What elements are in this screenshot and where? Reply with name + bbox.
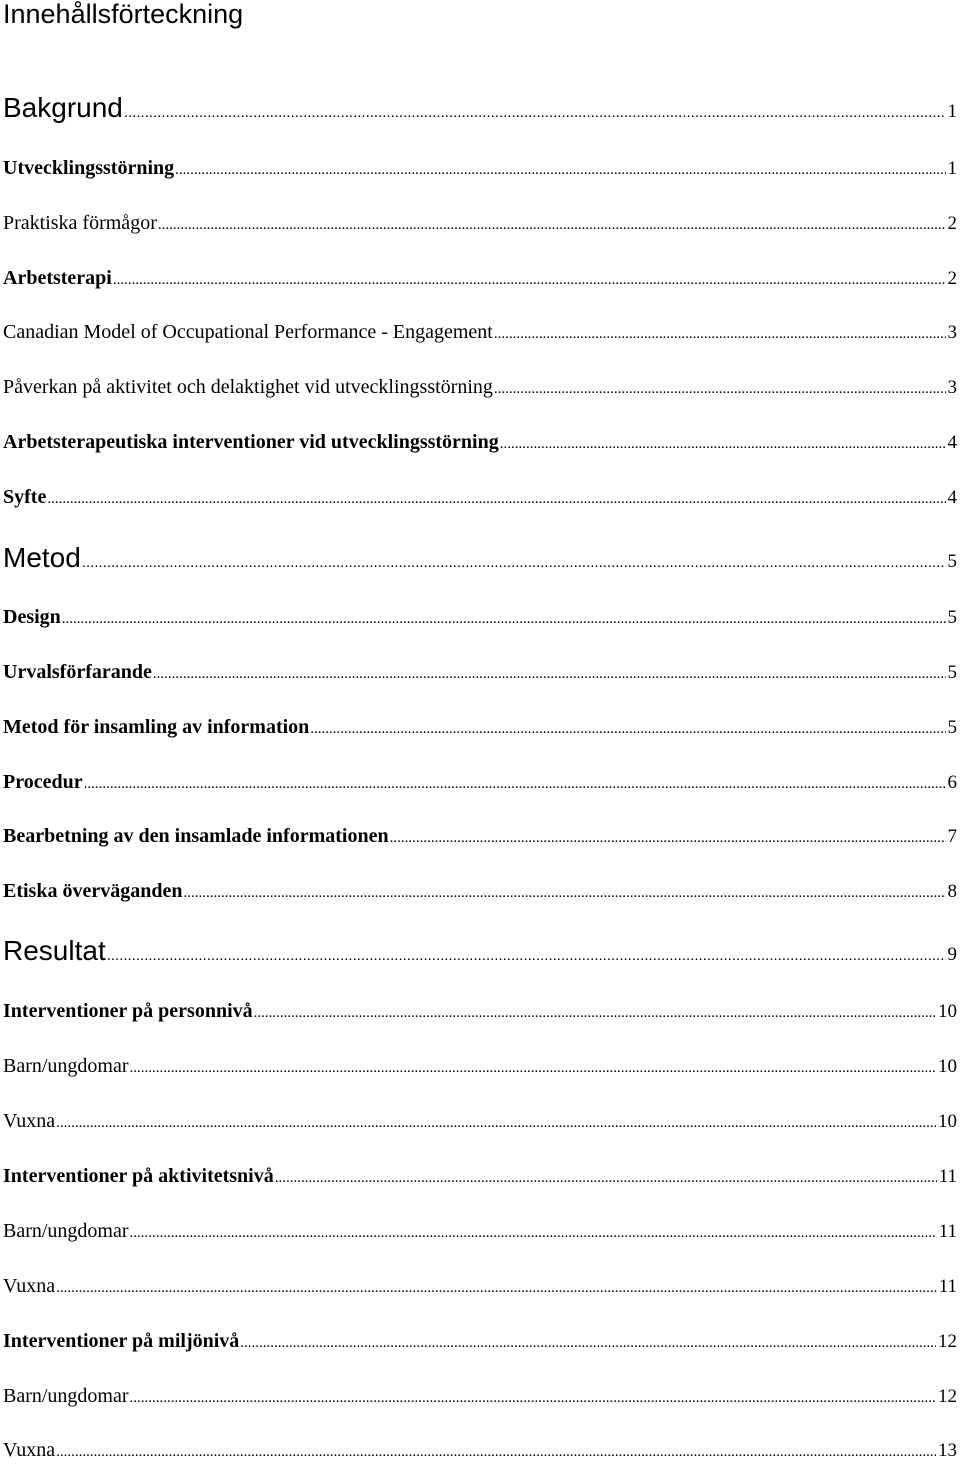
toc-entry-barn-ungdomar[interactable]: [3, 1385, 957, 1415]
toc-entry-page: 5: [947, 607, 957, 628]
toc-entry-label: Arbetsterapi: [3, 267, 112, 289]
toc-entry-metod-for-insamling[interactable]: [3, 716, 957, 746]
toc-entry-vuxna[interactable]: [3, 1110, 957, 1140]
toc-entry-page: 2: [947, 268, 957, 289]
toc-entry-bearbetning[interactable]: [3, 825, 957, 855]
toc-entry-page: 5: [947, 717, 957, 738]
dot-leader: [310, 721, 945, 738]
dot-leader: [124, 104, 946, 121]
toc-title: Innehållsförteckning: [3, 0, 244, 29]
toc-entry-design[interactable]: [3, 606, 957, 636]
toc-entry-vuxna[interactable]: [3, 1275, 957, 1305]
toc-entry-metod[interactable]: [3, 542, 957, 582]
toc-entry-page: 11: [938, 1221, 957, 1242]
toc-entry-arbetsterapeutiska-interventioner[interactable]: [3, 431, 957, 461]
dot-leader: [494, 326, 946, 343]
toc-entry-barn-ungdomar[interactable]: [3, 1055, 957, 1085]
toc-entry-label: Utvecklingsstörning: [3, 157, 175, 179]
dot-leader: [62, 611, 946, 628]
dot-leader: [183, 885, 945, 902]
toc-entry-label: Praktiska förmågor: [3, 212, 157, 234]
toc-entry-page: 3: [947, 377, 957, 398]
toc-entry-page: 10: [938, 1001, 957, 1022]
dot-leader: [130, 1225, 937, 1242]
toc-entry-page: 10: [938, 1111, 957, 1132]
toc-entry-procedur[interactable]: [3, 771, 957, 801]
toc-entry-label: Metod: [3, 542, 81, 573]
toc-entry-label: Design: [3, 606, 61, 628]
toc-entry-page: 4: [947, 432, 957, 453]
toc-entry-page: 11: [938, 1166, 957, 1187]
dot-leader: [254, 1005, 936, 1022]
toc-entry-interventioner-personniva[interactable]: [3, 1000, 957, 1030]
dot-leader: [130, 1060, 936, 1077]
toc-entry-label: Vuxna: [3, 1110, 56, 1132]
dot-leader: [113, 272, 946, 289]
toc-entry-label: Syfte: [3, 486, 47, 508]
toc-entry-label: Interventioner på miljönivå: [3, 1330, 240, 1352]
toc-entry-label: Påverkan på aktivitet och delaktighet vid utvecklingsstörning: [3, 376, 493, 398]
toc-entry-label: Vuxna: [3, 1275, 56, 1297]
toc-entry-resultat[interactable]: [3, 935, 957, 975]
toc-entry-label: Resultat: [3, 935, 106, 966]
toc-entry-page: 10: [938, 1056, 957, 1077]
toc-entry-urvalsforfarande[interactable]: [3, 661, 957, 691]
dot-leader: [175, 162, 945, 179]
toc-entry-page: 13: [938, 1440, 957, 1461]
toc-entry-page: 5: [947, 662, 957, 683]
toc-entry-page: 3: [947, 322, 957, 343]
dot-leader: [158, 217, 946, 234]
toc-entry-label: Bakgrund: [3, 92, 123, 123]
dot-leader: [390, 830, 946, 847]
toc-entry-paverkan[interactable]: [3, 376, 957, 406]
toc-entry-page: 8: [947, 881, 957, 902]
toc-entry-page: 4: [947, 487, 957, 508]
dot-leader: [240, 1335, 936, 1352]
toc-entry-label: Barn/ungdomar: [3, 1385, 129, 1407]
dot-leader: [82, 554, 946, 571]
toc-entry-page: 2: [947, 213, 957, 234]
toc-entry-label: Vuxna: [3, 1439, 56, 1461]
toc-entry-barn-ungdomar[interactable]: [3, 1220, 957, 1250]
toc-entry-label: Bearbetning av den insamlade informationen: [3, 825, 389, 847]
toc-entry-label: Barn/ungdomar: [3, 1220, 129, 1242]
toc-entry-page: 11: [938, 1276, 957, 1297]
toc-entry-praktiska-formagor[interactable]: [3, 212, 957, 242]
toc-entry-vuxna[interactable]: [3, 1439, 957, 1469]
dot-leader: [130, 1390, 936, 1407]
toc-entry-label: Interventioner på personnivå: [3, 1000, 253, 1022]
toc-entry-page: 1: [947, 101, 957, 122]
dot-leader: [107, 947, 946, 964]
dot-leader: [275, 1170, 937, 1187]
toc-entry-bakgrund[interactable]: [3, 92, 957, 132]
toc-entry-page: 5: [947, 551, 957, 572]
toc-entry-page: 12: [938, 1386, 957, 1407]
dot-leader: [56, 1280, 937, 1297]
dot-leader: [153, 666, 946, 683]
toc-entry-label: Interventioner på aktivitetsnivå: [3, 1165, 274, 1187]
toc-entry-interventioner-miljoniva[interactable]: [3, 1330, 957, 1360]
toc-entry-page: 7: [947, 826, 957, 847]
toc-entry-page: 12: [938, 1331, 957, 1352]
toc-entry-label: Canadian Model of Occupational Performance - Engagement: [3, 321, 493, 343]
dot-leader: [500, 436, 946, 453]
toc-entry-cmop-e[interactable]: [3, 321, 957, 351]
toc-entry-label: Barn/ungdomar: [3, 1055, 129, 1077]
toc-entry-arbetsterapi[interactable]: [3, 267, 957, 297]
toc-entry-label: Metod för insamling av information: [3, 716, 310, 738]
dot-leader: [494, 381, 946, 398]
toc-entry-page: 6: [947, 772, 957, 793]
dot-leader: [84, 776, 946, 793]
dot-leader: [56, 1444, 936, 1461]
toc-entry-etiska-overvaganden[interactable]: [3, 880, 957, 910]
toc-entry-utvecklingsstorning[interactable]: [3, 157, 957, 187]
toc-entry-page: 1: [947, 158, 957, 179]
dot-leader: [56, 1115, 936, 1132]
toc-entry-interventioner-aktivitetsniva[interactable]: [3, 1165, 957, 1195]
toc-entry-syfte[interactable]: [3, 486, 957, 516]
toc-entry-label: Procedur: [3, 771, 83, 793]
toc-entry-label: Arbetsterapeutiska interventioner vid utvecklingsstörning: [3, 431, 499, 453]
dot-leader: [47, 491, 945, 508]
toc-entry-label: Etiska överväganden: [3, 880, 183, 902]
toc-entry-label: Urvalsförfarande: [3, 661, 152, 683]
toc-entry-page: 9: [947, 944, 957, 965]
